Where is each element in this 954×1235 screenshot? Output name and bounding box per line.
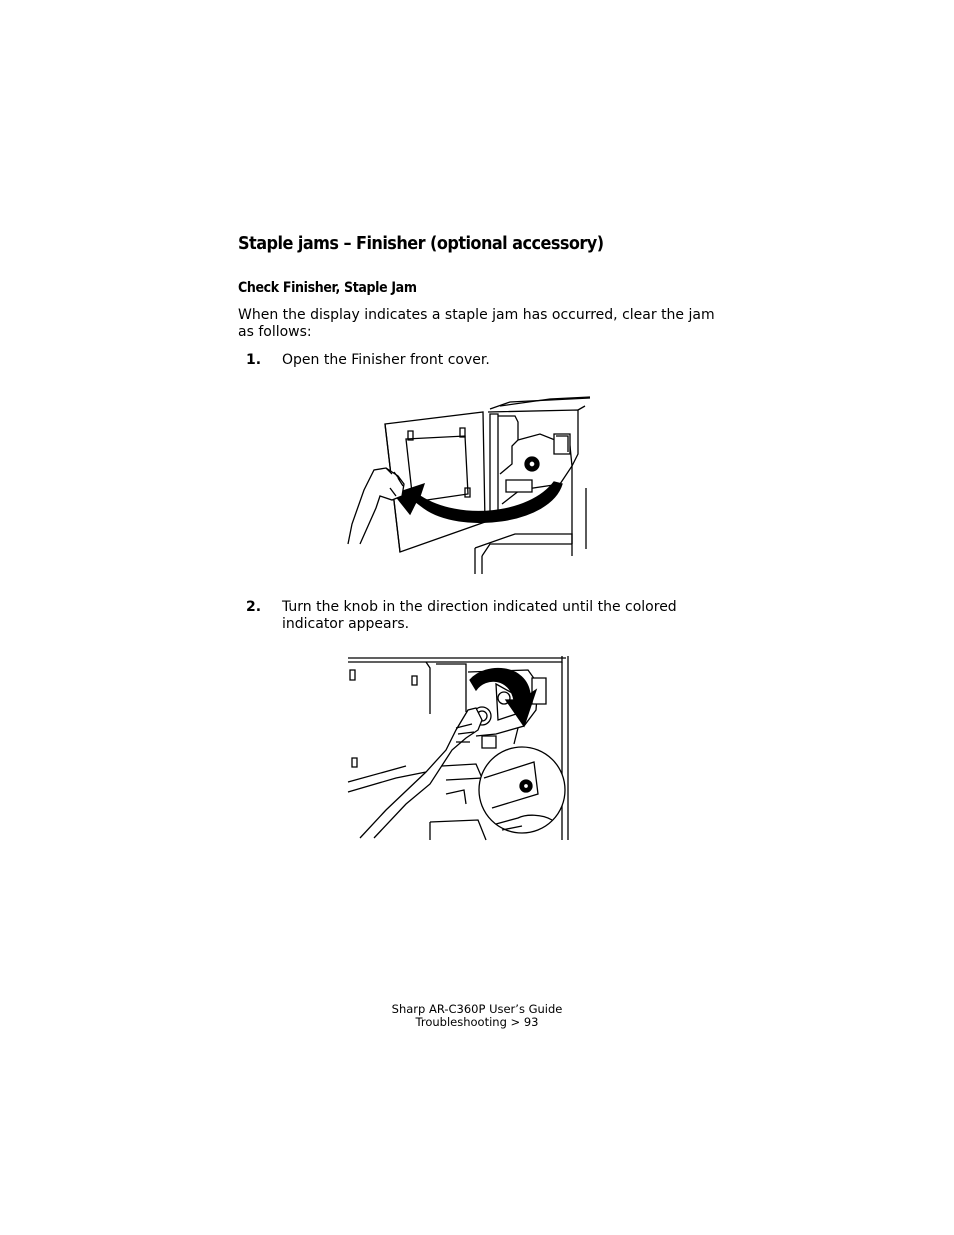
footer-guide-title: Sharp AR-C360P User’s Guide xyxy=(391,1002,563,1016)
step-2-number: 2. xyxy=(246,599,262,615)
turn-knob-illustration xyxy=(346,654,588,844)
step-2-text: Turn the knob in the direction indicated until the colored indicator appears. xyxy=(282,599,677,632)
open-front-cover-illustration xyxy=(340,384,592,579)
footer-page-number: Troubleshooting > 93 xyxy=(415,1015,539,1029)
section-heading: Staple jams – Finisher (optional accessory) xyxy=(238,234,604,254)
intro-paragraph: When the display indicates a staple jam has occurred, clear the jam as follows: xyxy=(238,307,715,340)
step-1-number: 1. xyxy=(246,352,262,368)
step-1-text: Open the Finisher front cover. xyxy=(282,352,490,368)
subsection-heading: Check Finisher, Staple Jam xyxy=(238,280,417,296)
